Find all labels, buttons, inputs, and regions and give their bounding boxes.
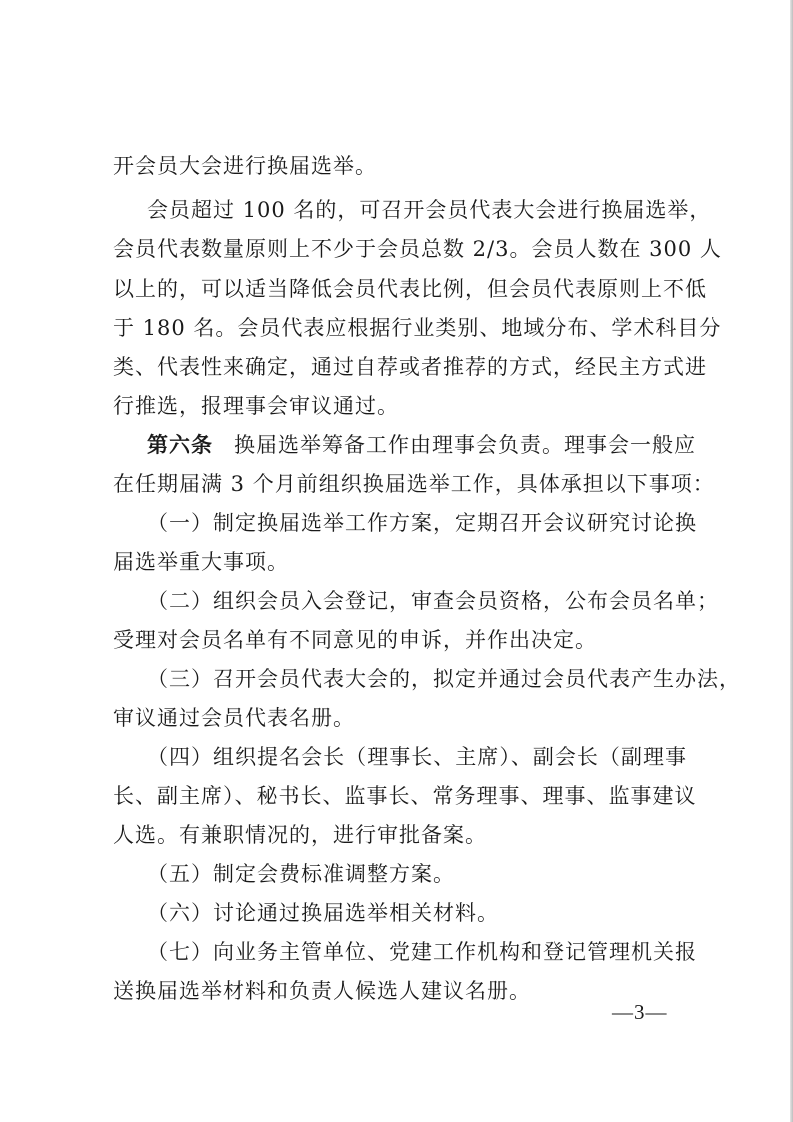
text-line: （七）向业务主管单位、党建工作机构和登记管理机关报 — [147, 940, 697, 964]
text-line: （五）制定会费标准调整方案。 — [147, 862, 455, 886]
text-line: （三）召开会员代表大会的，拟定并通过会员代表产生办法， — [147, 667, 741, 691]
text-line: （四）组织提名会长（理事长、主席）、副会长（副理事 — [147, 745, 687, 769]
article-label: 第六条 — [147, 432, 213, 457]
text-line: （二）组织会员入会登记，审查会员资格，公布会员名单； — [147, 589, 719, 613]
text-line: 人选。有兼职情况的，进行审批备案。 — [113, 823, 487, 847]
text-line: 长、副主席）、秘书长、监事长、常务理事、理事、监事建议 — [113, 784, 697, 808]
text-line: 届选举重大事项。 — [113, 550, 289, 574]
text-line: 行推选，报理事会审议通过。 — [113, 394, 399, 418]
text-line: 类、代表性来确定，通过自荐或者推荐的方式，经民主方式进 — [113, 355, 707, 379]
text-line: 审议通过会员代表名册。 — [113, 706, 355, 730]
page-number: —3— — [612, 1000, 668, 1024]
text-line: 受理对会员名单有不同意见的申诉，并作出决定。 — [113, 628, 597, 652]
text-line: 于 180 名。会员代表应根据行业类别、地域分布、学术科目分 — [113, 316, 722, 340]
article-text: 换届选举筹备工作由理事会负责。理事会一般应 — [234, 433, 696, 457]
text-line: （一）制定换届选举工作方案，定期召开会议研究讨论换 — [147, 511, 697, 535]
text-line: 送换届选举材料和负责人候选人建议名册。 — [113, 979, 531, 1003]
text-line: 会员代表数量原则上不少于会员总数 2/3。会员人数在 300 人 — [113, 237, 722, 261]
text-line: 以上的，可以适当降低会员代表比例，但会员代表原则上不低 — [113, 277, 707, 301]
text-line: 开会员大会进行换届选举。 — [113, 154, 377, 178]
text-line: 在任期届满 3 个月前组织换届选举工作，具体承担以下事项： — [113, 472, 715, 496]
text-line: 会员超过 100 名的，可召开会员代表大会进行换届选举， — [147, 198, 712, 222]
article-line — [147, 430, 696, 460]
text-line: （六）讨论通过换届选举相关材料。 — [147, 901, 499, 925]
